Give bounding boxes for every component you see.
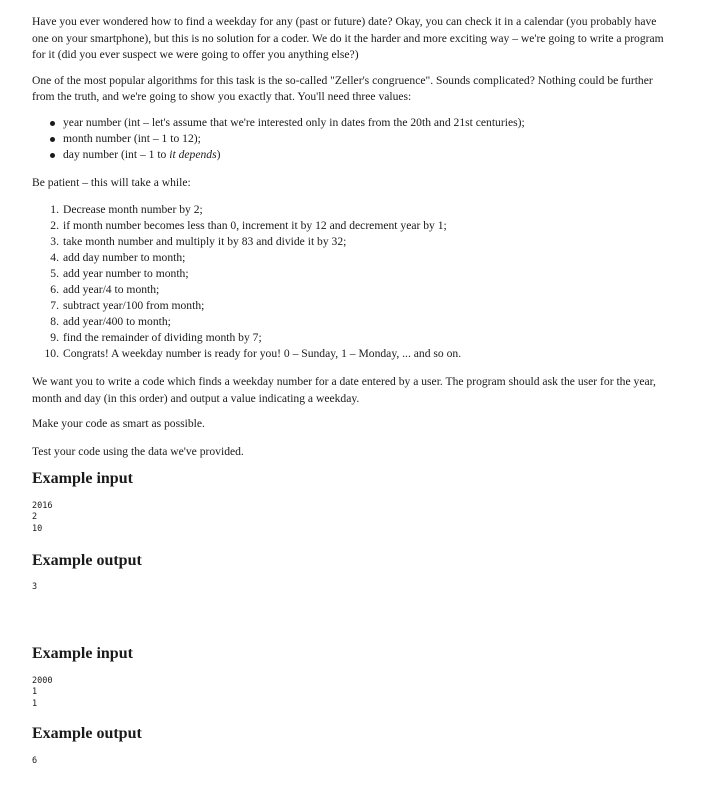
list-item: month number (int – 1 to 12); — [63, 131, 673, 147]
step-number: 2. — [50, 219, 59, 232]
list-item: 4. add day number to month; — [63, 250, 673, 266]
example-output-code: 3 — [32, 581, 38, 592]
list-item: 9. find the remainder of dividing month by 7; — [63, 330, 673, 346]
list-item: 5. add year number to month; — [63, 266, 673, 282]
example-input-heading: Example input — [32, 645, 133, 663]
values-list — [32, 115, 673, 163]
intro-paragraph: Have you ever wondered how to find a weekday for any (past or future) date? Okay, you can check it in a calendar (you probably have one on your smartphone), but this is no solution for a coder. We do it the harder and more exciting way – we're going to write a program for it (did you ever suspect we were going to offer you anything else?) — [32, 15, 664, 61]
step-number: 9. — [50, 331, 59, 344]
patience-paragraph: Be patient – this will take a while: — [32, 175, 191, 189]
list-item: 10. Congrats! A weekday number is ready for you! 0 – Sunday, 1 – Monday, ... and so on. — [63, 346, 673, 362]
list-item: 2. if month number becomes less than 0, increment it by 12 and decrement year by 1; — [63, 218, 673, 234]
step-number: 3. — [50, 235, 59, 248]
steps-list — [32, 202, 673, 362]
step-number: 1. — [50, 203, 59, 216]
smart-paragraph: Make your code as smart as possible. — [32, 417, 205, 430]
example-output-code: 6 — [32, 756, 38, 767]
example-output-heading: Example output — [32, 551, 142, 569]
emphasis-text: it depends — [169, 147, 217, 161]
step-number: 4. — [50, 251, 59, 264]
step-number: 8. — [50, 315, 59, 328]
step-number: 10. — [44, 347, 59, 360]
example-input-heading: Example input — [32, 470, 133, 487]
example-output-heading: Example output — [32, 725, 142, 743]
list-item: 6. add year/4 to month; — [63, 282, 673, 298]
example-input-code: 2000 1 1 — [32, 676, 53, 709]
requirements-paragraph: We want you to write a code which finds a weekday number for a date entered by a user. The program should ask the user for the year, month and day (in this order) and output a value indicating a weekday. — [32, 375, 656, 405]
list-item: 1. Decrease month number by 2; — [63, 202, 673, 218]
step-number: 7. — [50, 299, 59, 312]
list-item: 7. subtract year/100 from month; — [63, 298, 673, 314]
example-input-code: 2016 2 10 — [32, 501, 53, 534]
algorithm-paragraph: One of the most popular algorithms for this task is the so-called "Zeller's congruence". Sounds complicated? Nothing could be further from the truth, and we're going to show you exactly that. You'll need three values: — [32, 73, 653, 103]
list-item: year number (int – let's assume that we're interested only in dates from the 20th and 21st centuries); — [63, 115, 673, 131]
list-item: day number (int – 1 to it depends) — [63, 147, 673, 163]
test-paragraph: Test your code using the data we've provided. — [32, 444, 244, 458]
list-item: 8. add year/400 to month; — [63, 314, 673, 330]
list-item: 3. take month number and multiply it by 83 and divide it by 32; — [63, 234, 673, 250]
step-number: 6. — [50, 283, 59, 296]
step-number: 5. — [50, 267, 59, 280]
